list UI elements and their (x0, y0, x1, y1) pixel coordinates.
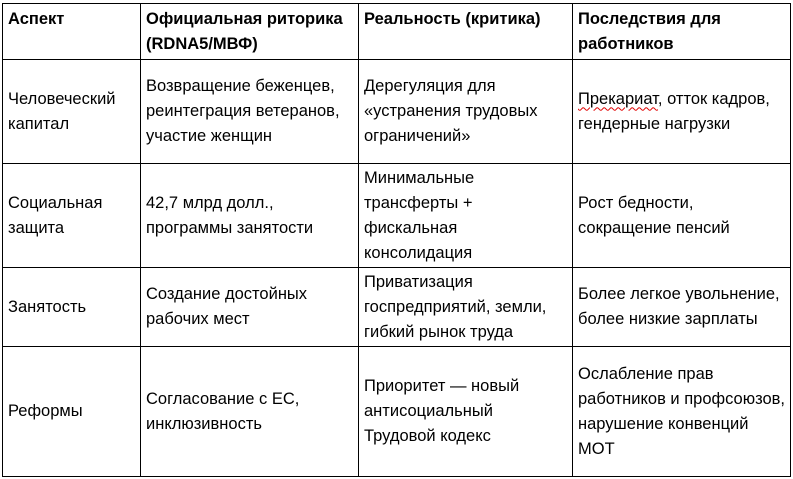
cell-aspect: Занятость (3, 268, 141, 347)
cell-consequence (573, 60, 791, 164)
table-row (3, 347, 791, 477)
table-header-row (3, 4, 791, 60)
cell-official: Создание достойных рабочих мест (141, 268, 359, 347)
cell-consequence: Рост бедности, сокращение пенсий (573, 164, 791, 268)
header-consequences: Последствия для работников (573, 4, 791, 60)
header-aspect: Аспект (3, 4, 141, 60)
comparison-table (2, 3, 791, 477)
cell-reality: Минимальные трансферты + фискальная консолидация (359, 164, 573, 268)
header-reality: Реальность (критика) (359, 4, 573, 60)
cell-aspect: Социальная защита (3, 164, 141, 268)
table-row (3, 164, 791, 268)
cell-reality: Приоритет — новый антисоциальный Трудовой кодекс (359, 347, 573, 477)
cell-consequence: Более легкое увольнение, более низкие зарплаты (573, 268, 791, 347)
table-row (3, 60, 791, 164)
cell-reality: Приватизация госпредприятий, земли, гибкий рынок труда (359, 268, 573, 347)
cell-aspect: Реформы (3, 347, 141, 477)
cell-consequence: Ослабление прав работников и профсоюзов, нарушение конвенций МОТ (573, 347, 791, 477)
cell-official: Согласование с ЕС, инклюзивность (141, 347, 359, 477)
cell-aspect: Человеческий капитал (3, 60, 141, 164)
cell-reality: Дерегуляция для «устранения трудовых ограничений» (359, 60, 573, 164)
table-row (3, 268, 791, 347)
cell-official: Возвращение беженцев, реинтеграция ветеранов, участие женщин (141, 60, 359, 164)
header-official-rhetoric: Официальная риторика (RDNA5/МВФ) (141, 4, 359, 60)
misspelled-word[interactable]: Прекариат (578, 89, 658, 108)
cell-consequence-rest: , отток кадров, гендерные нагрузки (578, 89, 770, 133)
cell-official: 42,7 млрд долл., программы занятости (141, 164, 359, 268)
